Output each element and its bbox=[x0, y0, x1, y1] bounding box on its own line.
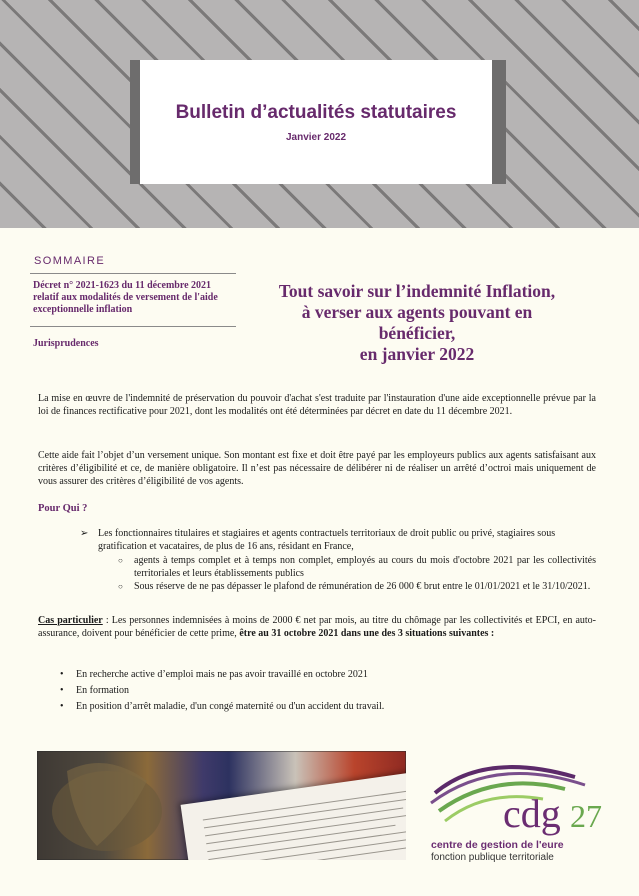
sub-item-plafond: Sous réserve de ne pas dépasser le plafond de rémunération de 26 000 € brut entre le 01/01/2021 et le 31/10/2021. bbox=[134, 581, 591, 592]
arrow-bullet-icon: ➢ bbox=[80, 528, 89, 539]
sommaire-heading: SOMMAIRE bbox=[34, 255, 106, 267]
headline-line: Tout savoir sur l’indemnité Inflation, bbox=[278, 281, 556, 301]
situation-item: En recherche active d’emploi mais ne pas avoir travaillé en octobre 2021 bbox=[76, 669, 368, 680]
header-banner bbox=[0, 0, 639, 228]
situation-item: En position d’arrêt maladie, d'un congé maternité ou d'un accident du travail. bbox=[76, 701, 385, 712]
bulletin-title: Bulletin d’actualités statutaires bbox=[175, 102, 457, 123]
document-photo bbox=[37, 751, 406, 860]
logo-subtitle: fonction publique territoriale bbox=[431, 852, 554, 863]
cas-particulier-paragraph bbox=[38, 614, 596, 640]
logo-tagline: centre de gestion de l'eure bbox=[431, 839, 564, 851]
sommaire-item-jurisprudences[interactable]: Jurisprudences bbox=[33, 338, 99, 349]
bullet-icon: • bbox=[60, 669, 64, 680]
sommaire-divider bbox=[30, 326, 236, 327]
logo-cdg-text: cdg bbox=[503, 791, 561, 836]
sub-item-agents: agents à temps complet et à temps non complet, employés au cours du mois d'octobre 2021 par les collectivités territoriales et leurs établissements publics bbox=[134, 555, 596, 579]
circle-bullet-icon: ○ bbox=[118, 556, 123, 565]
sommaire-divider bbox=[30, 273, 236, 274]
cas-particulier-emphasis: être au 31 octobre 2021 dans une des 3 situations suivantes : bbox=[239, 628, 495, 639]
beneficiaries-item: Les fonctionnaires titulaires et stagiaires et agents contractuels territoriaux de droit public ou privé, stagiaires sous gratification et vacataires, de plus de 16 ans, résidant en France, bbox=[98, 528, 556, 552]
cas-particulier-label: Cas particulier bbox=[38, 615, 103, 626]
headline bbox=[258, 281, 576, 365]
bulletin-date: Janvier 2022 bbox=[285, 132, 347, 143]
headline-line: bénéficier, bbox=[378, 323, 456, 343]
intro-paragraph: La mise en œuvre de l'indemnité de préservation du pouvoir d'achat s'est traduite par l'instauration d'une aide exceptionnelle prévue par la loi de finances rectificative pour 2021, dont les modalités ont été déterminées par décret en date du 11 décembre 2021. bbox=[38, 393, 596, 417]
sommaire-item-decret[interactable]: Décret n° 2021-1623 du 11 décembre 2021 relatif aux modalités de versement de l'aide exceptionnelle inflation bbox=[33, 280, 218, 315]
bullet-icon: • bbox=[60, 701, 64, 712]
aid-paragraph: Cette aide fait l’objet d’un versement unique. Son montant est fixe et doit être payé par les employeurs publics aux agents satisfaisant aux critères d’éligibilité et ce, de manière obligatoire. Il n’est pas nécessaire de délibérer ni de réaliser un arrêté d’octroi mais uniquement de vous assurer des critères d’éligibilité de vos agents. bbox=[38, 450, 596, 487]
headline-line: à verser aux agents pouvant en bbox=[301, 302, 533, 322]
title-box bbox=[140, 60, 492, 184]
logo-number-text: 27 bbox=[570, 798, 602, 834]
situation-item: En formation bbox=[76, 685, 130, 696]
pour-qui-heading: Pour Qui ? bbox=[38, 503, 88, 514]
circle-bullet-icon: ○ bbox=[118, 582, 123, 591]
cas-particulier-text: : Les personnes indemnisées à moins de 2000 € net par mois, au titre du chômage par les collectivités et EPCI, en auto-assurance, doivent pour bénéficier de cette prime, bbox=[38, 615, 596, 639]
bullet-icon: • bbox=[60, 685, 64, 696]
headline-line: en janvier 2022 bbox=[359, 344, 475, 364]
